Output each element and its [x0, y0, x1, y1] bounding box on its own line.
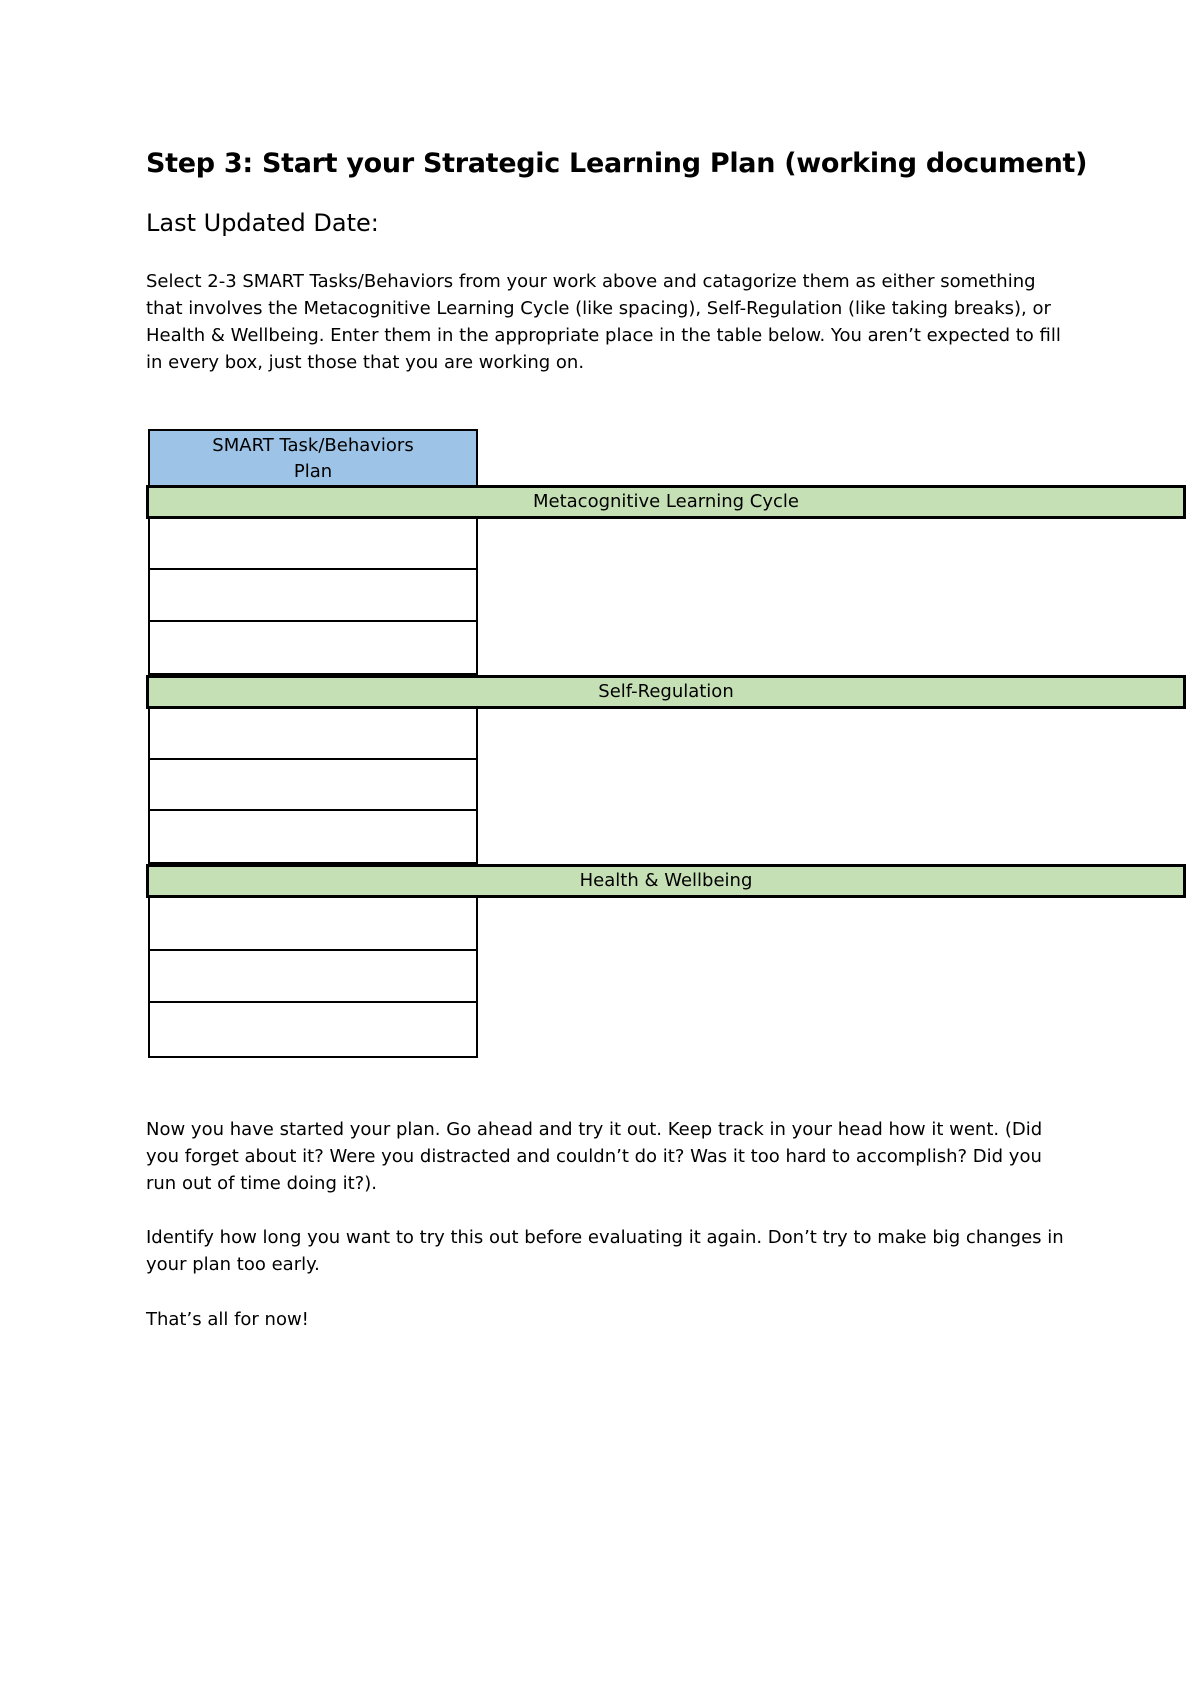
table-entry-cell[interactable] [150, 709, 476, 760]
identify-duration-paragraph: Identify how long you want to try this out before evaluating it again. Don’t try to make big changes in your plan too early. [146, 1227, 1064, 1275]
table-entry-cell[interactable] [150, 898, 476, 951]
last-updated-date-label: Last Updated Date: [146, 209, 379, 237]
table-header-line-2: Plan [293, 461, 333, 482]
table-entry-cell[interactable] [150, 811, 476, 862]
table-entry-cell[interactable] [150, 570, 476, 621]
page-title: Step 3: Start your Strategic Learning Plan (working document) [146, 148, 1088, 179]
table-entry-cell[interactable] [150, 760, 476, 811]
table-entry-cell[interactable] [150, 519, 476, 570]
closing-line: That’s all for now! [146, 1309, 309, 1330]
section-header-health-wellbeing: Health & Wellbeing [146, 864, 1186, 898]
table-entry-cell[interactable] [150, 951, 476, 1004]
intro-paragraph: Select 2-3 SMART Tasks/Behaviors from your work above and catagorize them as either something that involves the Metacognitive Learning Cycle (like spacing), Self-Regulation (like taking breaks), or Health & Wellbeing. Enter them in the appropriate place in the table below. You aren’t expected to fill in every box, just those that you are working on. [146, 271, 1061, 373]
self-regulation-entries [148, 709, 478, 864]
metacognitive-entries [148, 519, 478, 675]
section-header-metacognitive-learning-cycle: Metacognitive Learning Cycle [146, 485, 1186, 519]
table-header-cell [148, 429, 478, 485]
table-entry-cell[interactable] [150, 622, 476, 673]
health-wellbeing-entries [148, 898, 478, 1058]
table-entry-cell[interactable] [150, 1003, 476, 1056]
section-header-self-regulation: Self-Regulation [146, 675, 1186, 709]
table-header-line-1: SMART Task/Behaviors [212, 435, 414, 456]
after-plan-paragraph: Now you have started your plan. Go ahead and try it out. Keep track in your head how it went. (Did you forget about it? Were you distracted and couldn’t do it? Was it too hard to accomplish? Did you run out of time doing it?). [146, 1119, 1043, 1194]
